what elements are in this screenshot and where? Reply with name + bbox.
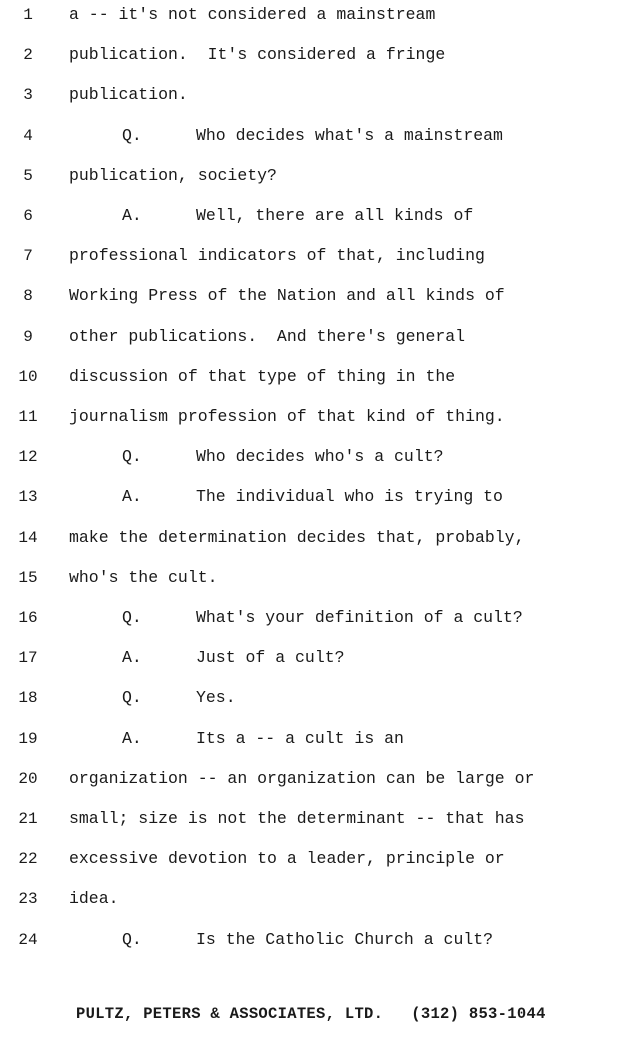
- line-text: Who decides what's a mainstream: [196, 125, 503, 145]
- line-number: 4: [23, 126, 33, 145]
- line-text: publication, society?: [69, 165, 277, 185]
- line-number: 11: [18, 408, 38, 426]
- line-text: discussion of that type of thing in the: [69, 366, 456, 386]
- speaker-label: Q.: [122, 929, 142, 949]
- line-text: make the determination decides that, probably,: [69, 527, 525, 547]
- transcript-line: [0, 847, 624, 887]
- line-number: 19: [18, 729, 38, 748]
- line-number: 20: [18, 769, 38, 788]
- transcript-line: [0, 807, 624, 847]
- transcript-line: [0, 43, 624, 83]
- transcript-line: [0, 566, 624, 606]
- line-text: professional indicators of that, including: [69, 246, 485, 266]
- line-text: Who decides who's a cult?: [196, 447, 444, 467]
- line-text: Just of a cult?: [196, 648, 345, 668]
- line-text: Yes.: [196, 688, 236, 708]
- transcript-line: [0, 405, 624, 445]
- line-text: excessive devotion to a leader, principle or: [69, 849, 505, 869]
- speaker-label: A.: [122, 648, 142, 668]
- line-number: 7: [23, 247, 33, 266]
- speaker-label: Q.: [122, 447, 142, 467]
- transcript-line: [0, 686, 624, 726]
- line-text: journalism profession of that kind of thing.: [69, 407, 505, 426]
- transcript-line: [0, 204, 624, 244]
- footer-phone: (312) 853-1044: [411, 1005, 546, 1023]
- line-text: Well, there are all kinds of: [196, 206, 474, 225]
- transcript-line: [0, 727, 624, 767]
- line-number: 24: [18, 930, 38, 949]
- transcript-line: [0, 485, 624, 525]
- transcript-line: [0, 164, 624, 204]
- transcript-line: [0, 365, 624, 405]
- footer: [76, 1005, 546, 1023]
- line-number: 6: [23, 207, 33, 225]
- speaker-label: Q.: [122, 608, 142, 627]
- line-text: Working Press of the Nation and all kinds of: [69, 286, 505, 306]
- line-number: 3: [23, 86, 33, 105]
- line-number: 2: [23, 46, 33, 65]
- transcript-line: [0, 646, 624, 686]
- line-number: 10: [18, 367, 38, 386]
- line-text: who's the cult.: [69, 567, 218, 587]
- transcript-line: [0, 928, 624, 968]
- line-text: a -- it's not considered a mainstream: [69, 5, 436, 24]
- line-number: 8: [23, 287, 33, 306]
- line-number: 22: [18, 850, 38, 869]
- line-number: 21: [18, 810, 38, 828]
- line-text: other publications. And there's general: [69, 326, 466, 346]
- transcript-line: [0, 244, 624, 284]
- transcript-line: [0, 606, 624, 646]
- transcript-line: [0, 767, 624, 807]
- speaker-label: A.: [122, 487, 142, 507]
- line-text: organization -- an organization can be large or: [69, 768, 535, 788]
- line-number: 13: [18, 488, 38, 507]
- speaker-label: A.: [122, 206, 142, 225]
- line-number: 1: [23, 6, 33, 24]
- transcript-line: [0, 83, 624, 123]
- line-number: 17: [18, 649, 38, 668]
- line-text: publication.: [69, 85, 188, 105]
- speaker-label: Q.: [122, 125, 142, 145]
- line-number: 15: [18, 568, 38, 587]
- line-number: 16: [18, 609, 38, 627]
- transcript-line: [0, 526, 624, 566]
- line-number: 23: [18, 890, 38, 909]
- speaker-label: Q.: [122, 688, 142, 708]
- transcript-line: [0, 284, 624, 324]
- line-number: 5: [23, 166, 33, 185]
- line-text: small; size is not the determinant -- that has: [69, 809, 525, 828]
- line-text: The individual who is trying to: [196, 487, 503, 507]
- line-text: Is the Catholic Church a cult?: [196, 929, 494, 949]
- line-number: 12: [18, 448, 38, 467]
- transcript-line: [0, 887, 624, 927]
- speaker-label: A.: [122, 728, 142, 748]
- line-text: publication. It's considered a fringe: [69, 45, 446, 65]
- line-number: 14: [18, 528, 38, 547]
- transcript-line: [0, 124, 624, 164]
- transcript-line: [0, 325, 624, 365]
- line-text: idea.: [69, 889, 119, 909]
- line-number: 18: [18, 689, 38, 708]
- transcript-line: [0, 3, 624, 43]
- transcript-line: [0, 445, 624, 485]
- line-number: 9: [23, 327, 33, 346]
- line-text: What's your definition of a cult?: [196, 608, 523, 627]
- footer-company: PULTZ, PETERS & ASSOCIATES, LTD.: [76, 1005, 384, 1023]
- line-text: Its a -- a cult is an: [196, 728, 404, 748]
